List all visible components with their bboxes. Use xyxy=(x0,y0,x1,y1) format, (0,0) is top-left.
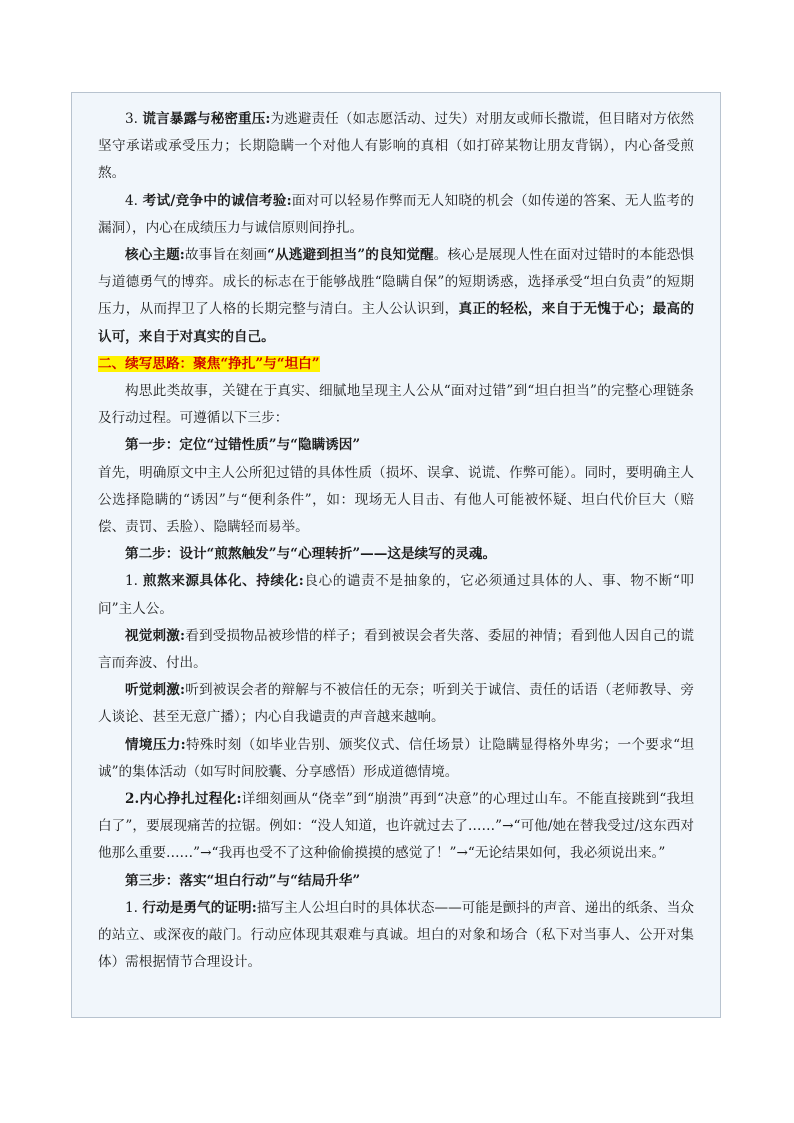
core-theme-body: 。核心是展现人性在面对过错时的本能恐惧与道德勇气的博弈。成长的标志在于能够战胜“隐瞒自保”的短期诱惑，选择承受“坦白负责”的短期压力，从而捍卫了人格的长期完整与清白。主人公认识到， xyxy=(98,247,695,318)
item-title: 谎言暴露与秘密重压: xyxy=(142,111,271,127)
paragraph-inner-struggle xyxy=(98,786,694,868)
step-2-heading: 第二步：设计“煎熬触发”与“心理转折”——这是续写的灵魂。 xyxy=(125,546,497,563)
item-text: 描写主人公坦白时的具体状态——可能是颤抖的声音、递出的纸条、当众的站立、或深夜的敲门。行动应体现其艰难与真诚。坦白的对象和场合（私下对当事人、公开对集体）需根据情节合理设计。 xyxy=(98,899,695,971)
item-number: 3. xyxy=(125,111,138,127)
item-text: 面对可以轻易作弊而无人知晓的机会（如传递的答案、无人监考的漏洞），内心在成绩压力与诚信原则间挣扎。 xyxy=(98,192,695,236)
paragraph-visual-stimulus xyxy=(98,623,694,677)
paragraph-exam-integrity xyxy=(98,188,694,242)
item-title: 行动是勇气的证明: xyxy=(142,899,257,916)
paragraph-intro: 构思此类故事，关键在于真实、细腻地呈现主人公从“面对过错”到“坦白担当”的完整心理链条及行动过程。可遵循以下三步： xyxy=(98,383,694,427)
paragraph-confession-action xyxy=(98,895,694,977)
paragraph-auditory-stimulus xyxy=(98,677,694,731)
item-title: 煎熬来源具体化、持续化: xyxy=(142,573,304,590)
paragraph-torment-source xyxy=(98,568,694,622)
item-title: 视觉刺激: xyxy=(125,627,186,644)
paragraph-step-1: 首先，明确原文中主人公所犯过错的具体性质（损坏、误拿、说谎、作弊可能）。同时，要明确主人公选择隐瞒的“诱因”与“便利条件”，如：现场无人目击、有他人可能被怀疑、坦白代价巨大（赔偿、责罚、丢脸）、隐瞒轻而易举。 xyxy=(98,464,694,536)
item-text: 特殊时刻（如毕业告别、颁奖仪式、信任场景）让隐瞒显得格外卑劣；一个要求“坦诚”的集体活动（如写时间胶囊、分享感悟）形成道德情境。 xyxy=(98,736,694,780)
paragraph-lie-exposure xyxy=(98,106,694,188)
item-title: 2.内心挣扎过程化: xyxy=(125,791,242,808)
item-text: 看到受损物品被珍惜的样子；看到被误会者失落、委屈的神情；看到他人因自己的谎言而奔波、付出。 xyxy=(98,627,694,672)
section-heading-2 xyxy=(98,351,694,378)
item-title: 听觉刺激: xyxy=(125,682,186,699)
core-theme-emphasis: “从逃避到担当”的良知觉醒 xyxy=(267,247,434,264)
section-heading-text: 二、续写思路：聚焦“挣扎”与“坦白” xyxy=(98,355,320,372)
item-number: 4. xyxy=(125,192,138,209)
core-theme-label: 核心主题: xyxy=(125,247,185,264)
paragraph-situational-pressure xyxy=(98,732,694,786)
item-title: 情境压力: xyxy=(125,736,186,753)
content-box xyxy=(71,92,721,1018)
item-number: 1. xyxy=(125,899,138,916)
item-text: 详细刻画从“侥幸”到“崩溃”再到“决意”的心理过山车。不能直接跳到“我坦白了”，要展现痛苦的拉锯。例如：“没人知道，也许就过去了……”→“可他/她在替我受过/这东西对他那么重要……”→“我再也受不了这种偷偷摸摸的感觉了！”→“无论结果如何，我必须说出来。” xyxy=(98,791,694,862)
item-text: 良心的谴责不是抽象的，它必须通过具体的人、事、物不断“叩问”主人公。 xyxy=(98,573,694,617)
item-number: 1. xyxy=(125,573,138,590)
paragraph-core-theme xyxy=(98,242,694,351)
core-theme-conclusion: 真正的轻松，来自于无愧于心；最高的认可，来自于对真实的自己。 xyxy=(98,301,695,345)
step-3-heading: 第三步：落实“坦白行动”与“结局升华” xyxy=(125,872,361,889)
item-text: 听到被误会者的辩解与不被信任的无奈；听到关于诚信、责任的话语（老师教导、旁人谈论、甚至无意广播）；内心自我谴责的声音越来越响。 xyxy=(98,682,694,726)
core-theme-text: 故事旨在刻画 xyxy=(184,247,268,264)
step-1-heading: 第一步：定位“过错性质”与“隐瞒诱因” xyxy=(125,437,361,454)
item-text: 为逃避责任（如志愿活动、过失）对朋友或师长撒谎，但目睹对方依然坚守承诺或承受压力；长期隐瞒一个对他人有影响的真相（如打碎某物让朋友背锅），内心备受煎熬。 xyxy=(98,111,694,182)
item-title: 考试/竞争中的诚信考验: xyxy=(142,192,292,209)
